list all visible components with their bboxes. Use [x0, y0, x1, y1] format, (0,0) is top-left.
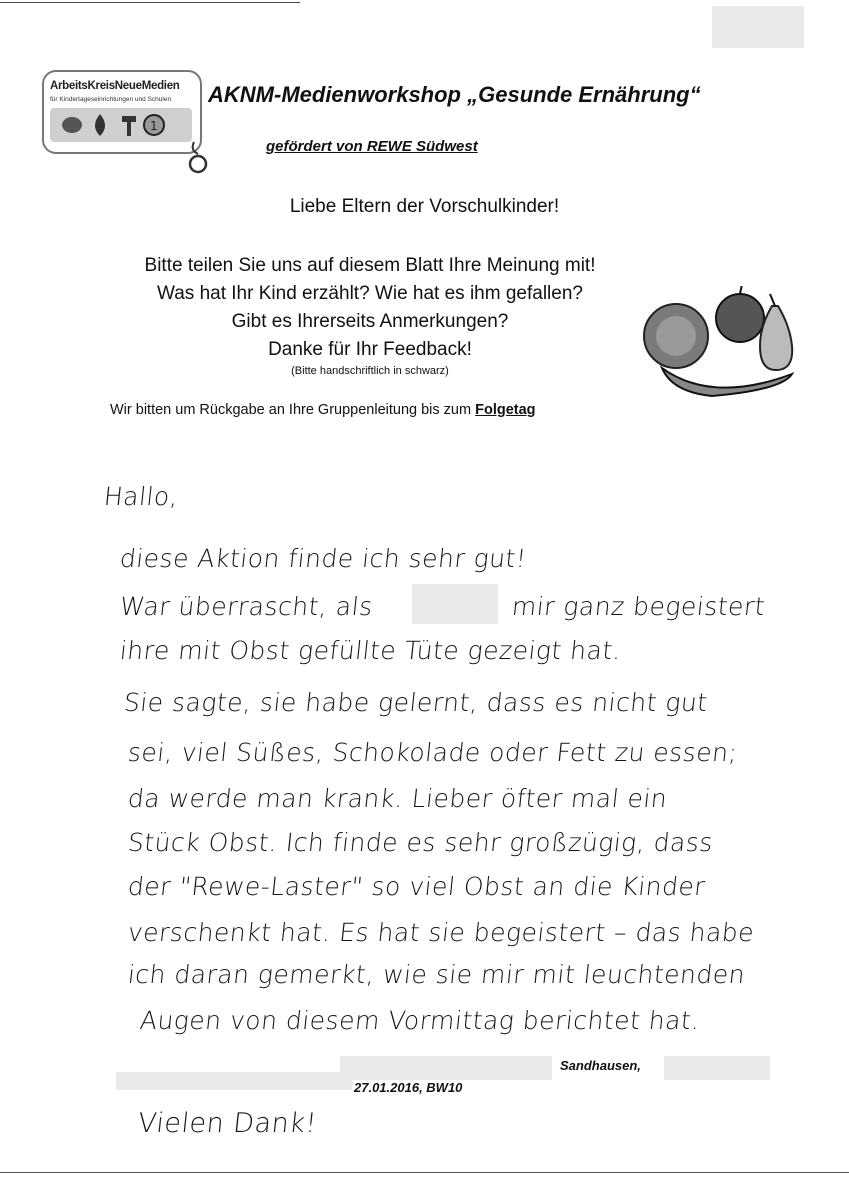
hand-line: mir ganz begeistert: [510, 592, 767, 621]
redacted-footer-left: [116, 1072, 352, 1090]
logo-subtitle: für Kindertageseinrichtungen und Schulen: [50, 96, 172, 103]
hand-line: Stück Obst. Ich finde es sehr großzügig, dass: [126, 828, 715, 857]
return-request: [110, 402, 536, 418]
intro-line: Was hat Ihr Kind erzählt? Wie hat es ihm gefallen?: [157, 283, 583, 304]
redacted-child-name: [412, 584, 498, 624]
page-title: AKNM-Medienworkshop „Gesunde Ernährung“: [208, 82, 701, 107]
greeting: Liebe Eltern der Vorschulkinder!: [289, 196, 560, 217]
hand-closing: Vielen Dank!: [136, 1108, 319, 1139]
hand-line: verschenkt hat. Es hat sie begeistert – das habe: [126, 918, 756, 947]
intro-line: Bitte teilen Sie uns auf diesem Blatt Ihre Meinung mit!: [144, 255, 596, 276]
hand-line: der "Rewe-Laster" so viel Obst an die Kinder: [126, 872, 707, 901]
hand-line: Augen von diesem Vormittag berichtet hat.: [138, 1006, 702, 1035]
hand-line: ihre mit Obst gefüllte Tüte gezeigt hat.: [118, 636, 623, 665]
hand-salutation: Hallo,: [102, 482, 180, 511]
intro-block: [80, 252, 660, 378]
logo-ring-icon: [186, 140, 210, 174]
hand-line: War überrascht, als: [118, 592, 375, 621]
logo-icons: [50, 108, 192, 142]
hand-line: ich daran gemerkt, wie sie mir mit leuchtenden: [126, 960, 747, 989]
aknm-logo: [42, 70, 202, 154]
place-label: Sandhausen,: [560, 1058, 641, 1073]
bottom-rule: [0, 1172, 849, 1173]
hand-line: diese Aktion finde ich sehr gut!: [118, 544, 528, 573]
redacted-name: [340, 1056, 552, 1080]
redacted-date: [664, 1056, 770, 1080]
redacted-box-top: [712, 6, 804, 48]
intro-line: Danke für Ihr Feedback!: [268, 339, 472, 360]
intro-line: Gibt es Ihrerseits Anmerkungen?: [231, 311, 509, 332]
hand-line: Sie sagte, sie habe gelernt, dass es nicht gut: [122, 688, 710, 717]
return-request-text: Wir bitten um Rückgabe an Ihre Gruppenleitung bis zum: [110, 402, 476, 418]
svg-text:1: 1: [150, 119, 158, 133]
handwriting-note: (Bitte handschriftlich in schwarz): [291, 365, 449, 377]
hand-line: da werde man krank. Lieber öfter mal ein: [126, 784, 669, 813]
date-stamp: 27.01.2016, BW10: [354, 1080, 463, 1095]
sponsor-line: gefördert von REWE Südwest: [266, 138, 478, 155]
logo-name: ArbeitsKreisNeueMedien: [50, 80, 180, 92]
hand-line: sei, viel Süßes, Schokolade oder Fett zu essen;: [126, 738, 740, 767]
top-rule: [0, 2, 300, 3]
fruit-illustration: [642, 286, 802, 404]
return-deadline: Folgetag: [475, 402, 536, 418]
